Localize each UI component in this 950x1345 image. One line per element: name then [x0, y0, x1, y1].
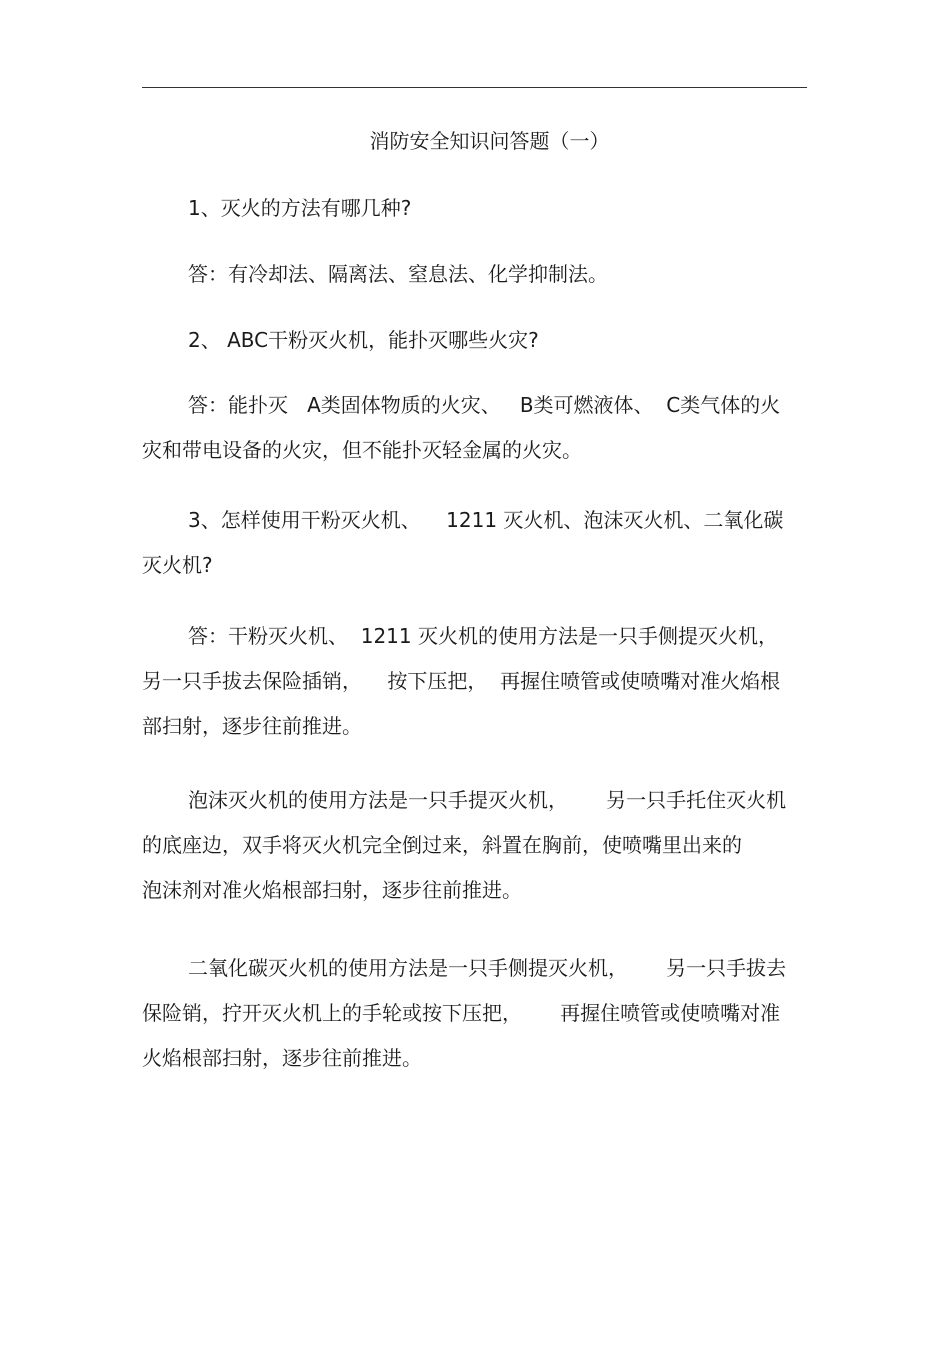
answer-3-dry-powder-line-3: 部扫射，逐步往前推进。: [142, 714, 362, 738]
answer-3-foam-line-1: 泡沫灭火机的使用方法是一只手提灭火机， 另一只手托住灭火机: [188, 788, 787, 812]
document-title: 消防安全知识问答题（一）: [369, 129, 610, 153]
question-3-line-2: 灭火机?: [142, 553, 213, 577]
answer-2-line-2: 灾和带电设备的火灾，但不能扑灭轻金属的火灾。: [142, 438, 582, 462]
answer-3-foam-line-3: 泡沫剂对准火焰根部扫射，逐步往前推进。: [142, 878, 522, 902]
answer-2: [142, 383, 807, 473]
answer-3-dry-powder-line-1: 答：干粉灭火机、 1211 灭火机的使用方法是一只手侧提灭火机，: [188, 624, 778, 648]
answer-3-co2-line-3: 火焰根部扫射，逐步往前推进。: [142, 1046, 422, 1070]
answer-2-line-1: 答：能扑灭 A类固体物质的火灾、 B类可燃液体、 C类气体的火: [188, 393, 781, 417]
question-2-line-1: 2、 ABC干粉灭火机，能扑灭哪些火灾?: [188, 328, 539, 352]
answer-1: [142, 252, 807, 297]
answer-3-foam: [142, 778, 807, 913]
answer-3-foam-line-2: 的底座边，双手将灭火机完全倒过来，斜置在胸前，使喷嘴里出来的: [142, 833, 742, 857]
answer-1-line-1: 答：有冷却法、隔离法、窒息法、化学抑制法。: [188, 262, 608, 286]
question-2: [142, 318, 807, 363]
answer-3-co2-line-2: 保险销，拧开灭火机上的手轮或按下压把， 再握住喷管或使喷嘴对准: [142, 1001, 781, 1025]
question-3: [142, 498, 807, 588]
answer-3-dry-powder: [142, 614, 807, 749]
question-3-line-1: 3、怎样使用干粉灭火机、 1211 灭火机、泡沫灭火机、二氧化碳: [188, 508, 784, 532]
question-1-line-1: 1、灭火的方法有哪几种?: [188, 196, 412, 220]
question-1: [142, 186, 807, 231]
header-rule: [142, 87, 807, 88]
answer-3-co2-line-1: 二氧化碳灭火机的使用方法是一只手侧提灭火机， 另一只手拔去: [188, 956, 787, 980]
answer-3-co2: [142, 946, 807, 1081]
answer-3-dry-powder-line-2: 另一只手拔去保险插销， 按下压把， 再握住喷管或使喷嘴对准火焰根: [142, 669, 781, 693]
